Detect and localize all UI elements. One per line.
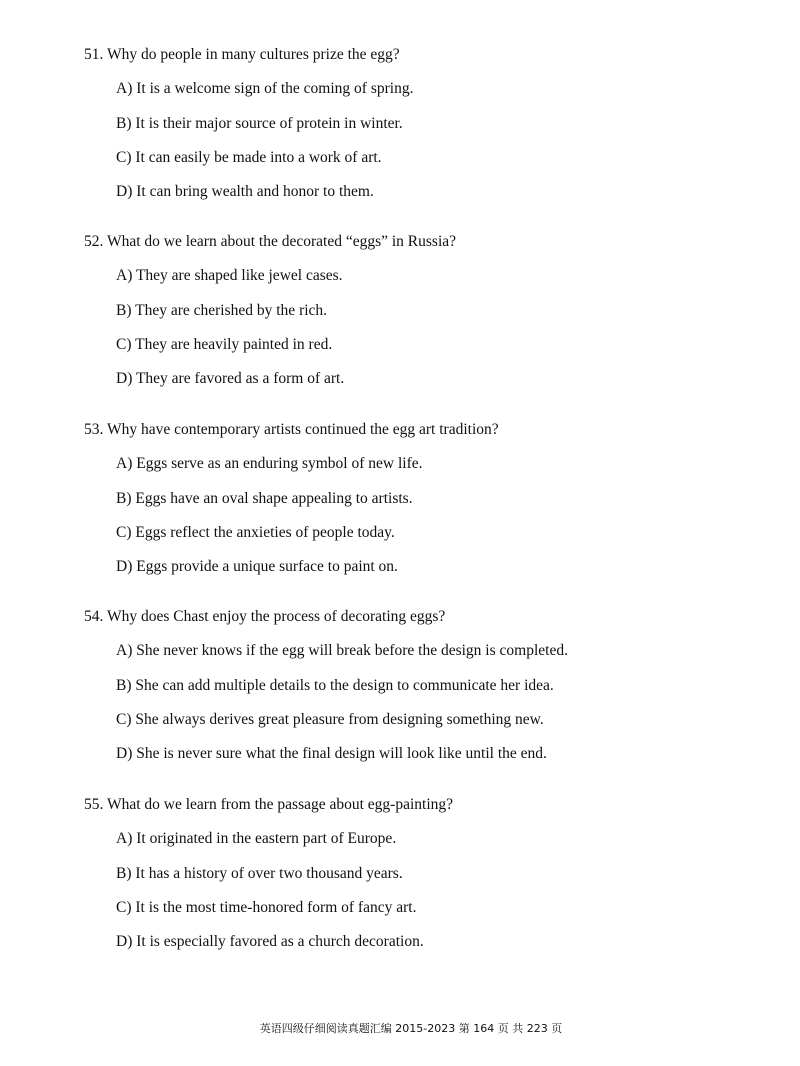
option-b: B) Eggs have an oval shape appealing to artists. xyxy=(116,489,413,507)
option-b: B) It has a history of over two thousand years. xyxy=(116,864,403,882)
option-d: D) They are favored as a form of art. xyxy=(116,370,345,388)
option-a: A) It originated in the eastern part of Europe. xyxy=(116,830,397,848)
page-footer: 英语四级仔细阅读真题汇编 2015-2023 第 164 页 共 223 页 xyxy=(259,1022,563,1035)
question-stem: 55. What do we learn from the passage about egg-painting? xyxy=(84,796,454,813)
question-55 xyxy=(84,795,774,952)
option-b: B) They are cherished by the rich. xyxy=(116,301,328,319)
option-d: D) It is especially favored as a church decoration. xyxy=(116,933,424,951)
option-c: C) Eggs reflect the anxieties of people today. xyxy=(116,523,395,541)
question-52 xyxy=(84,232,774,389)
option-c: C) They are heavily painted in red. xyxy=(116,335,333,353)
option-a: A) Eggs serve as an enduring symbol of new life. xyxy=(116,455,423,473)
option-d: D) It can bring wealth and honor to them. xyxy=(116,183,374,201)
option-b: B) It is their major source of protein in winter. xyxy=(116,114,403,132)
question-stem: 54. Why does Chast enjoy the process of decorating eggs? xyxy=(84,608,446,625)
option-d: D) She is never sure what the final design will look like until the end. xyxy=(116,745,547,763)
option-a: A) It is a welcome sign of the coming of spring. xyxy=(116,80,414,98)
question-stem: 51. Why do people in many cultures prize the egg? xyxy=(84,46,400,63)
option-c: C) It can easily be made into a work of art. xyxy=(116,148,382,166)
question-53 xyxy=(84,420,774,577)
option-a: A) They are shaped like jewel cases. xyxy=(116,267,343,285)
option-a: A) She never knows if the egg will break before the design is completed. xyxy=(116,642,568,660)
question-54 xyxy=(84,607,774,764)
question-stem: 53. Why have contemporary artists continued the egg art tradition? xyxy=(84,421,499,438)
option-d: D) Eggs provide a unique surface to paint on. xyxy=(116,558,398,576)
question-stem: 52. What do we learn about the decorated “eggs” in Russia? xyxy=(84,233,457,250)
question-51 xyxy=(84,45,774,202)
option-c: C) It is the most time-honored form of fancy art. xyxy=(116,898,417,916)
option-c: C) She always derives great pleasure from designing something new. xyxy=(116,710,544,728)
option-b: B) She can add multiple details to the design to communicate her idea. xyxy=(116,676,554,694)
